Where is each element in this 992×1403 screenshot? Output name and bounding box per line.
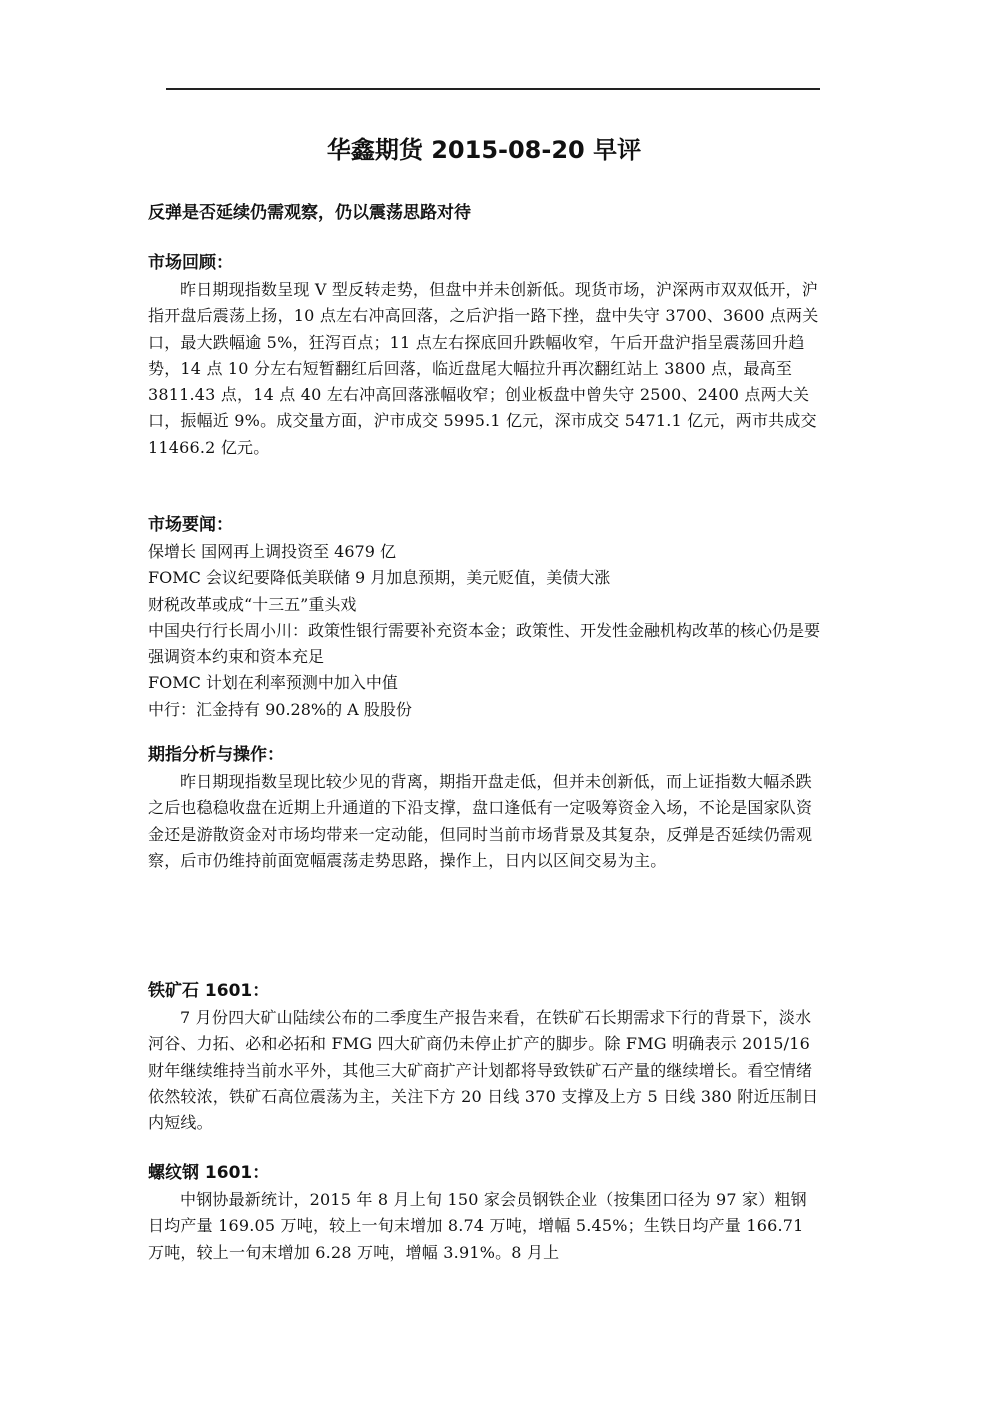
section-rebar: [148, 1160, 820, 1266]
section-heading: 铁矿石 1601：: [148, 981, 270, 1001]
section-heading: 市场要闻：: [148, 515, 233, 535]
section-heading: 市场回顾：: [148, 253, 233, 273]
section-body: 昨日期现指数呈现比较少见的背离，期指开盘走低，但并未创新低，而上证指数大幅杀跌之后也稳稳收盘在近期上升通道的下沿支撑，盘口逢低有一定吸筹资金入场，不论是国家队资金还是游散资金对市场均带来一定动能，但同时当前市场背景及其复杂，反弹是否延续仍需观察，后市仍维持前面宽幅震荡走势思路，操作上，日内以区间交易为主。: [148, 772, 813, 870]
list-item: FOMC 会议纪要降低美联储 9 月加息预期，美元贬值，美债大涨: [148, 568, 611, 588]
header-rule: [166, 88, 820, 90]
document-title: 华鑫期货 2015-08-20 早评: [326, 136, 642, 164]
section-iron-ore: [148, 978, 820, 1136]
section-market-news: [148, 512, 820, 723]
section-body: 中钢协最新统计，2015 年 8 月上旬 150 家会员钢铁企业（按集团口径为 97 家）粗钢日均产量 169.05 万吨，较上一旬末增加 8.74 万吨，增幅 5.45%；生铁日均产量 166.71 万吨，较上一旬末增加 6.28 万吨，增幅 3.91%。8 月上: [148, 1190, 807, 1262]
section-market-review: [148, 250, 820, 461]
section-heading: 螺纹钢 1601：: [148, 1163, 270, 1183]
list-item: 中行：汇金持有 90.28%的 A 股股份: [148, 699, 412, 719]
section-futures-analysis: [148, 742, 820, 874]
section-body: 7 月份四大矿山陆续公布的二季度生产报告来看，在铁矿石长期需求下行的背景下，淡水河谷、力拓、必和必拓和 FMG 四大矿商仍未停止扩产的脚步。除 FMG 明确表示 2015/16 财年继续维持当前水平外，其他三大矿商扩产计划都将导致铁矿石产量的继续增长。看空情绪依然较浓，铁矿石高位震荡为主，关注下方 20 日线 370 支撑及上方 5 日线 380 附近压制日内短线。: [148, 1008, 819, 1133]
list-item: 保增长 国网再上调投资至 4679 亿: [148, 542, 396, 561]
section-heading: 期指分析与操作：: [148, 745, 284, 765]
list-item: FOMC 计划在利率预测中加入中值: [148, 673, 398, 693]
list-item: 财税改革或成“十三五”重头戏: [148, 594, 357, 614]
list-item: 中国央行行长周小川：政策性银行需要补充资本金；政策性、开发性金融机构改革的核心仍是要强调资本约束和资本充足: [148, 620, 821, 667]
news-list: [148, 539, 820, 723]
section-body: 昨日期现指数呈现 V 型反转走势，但盘中并未创新低。现货市场，沪深两市双双低开，沪指开盘后震荡上扬，10 点左右冲高回落，之后沪指一路下挫，盘中失守 3700、3600 点两关口，最大跌幅逾 5%，狂泻百点；11 点左右探底回升跌幅收窄，午后开盘沪指呈震荡回升趋势，14 点 10 分左右短暂翻红后回落，临近盘尾大幅拉升再次翻红站上 3800 点，最高至 3811.43 点，14 点 40 左右冲高回落涨幅收窄；创业板盘中曾失守 2500、2400 点两大关口，振幅近 9%。成交量方面，沪市成交 5995.1 亿元，深市成交 5471.1 亿元，两市共成交 11466.2 亿元。: [148, 280, 819, 457]
document-headline: 反弹是否延续仍需观察，仍以震荡思路对待: [148, 203, 471, 223]
